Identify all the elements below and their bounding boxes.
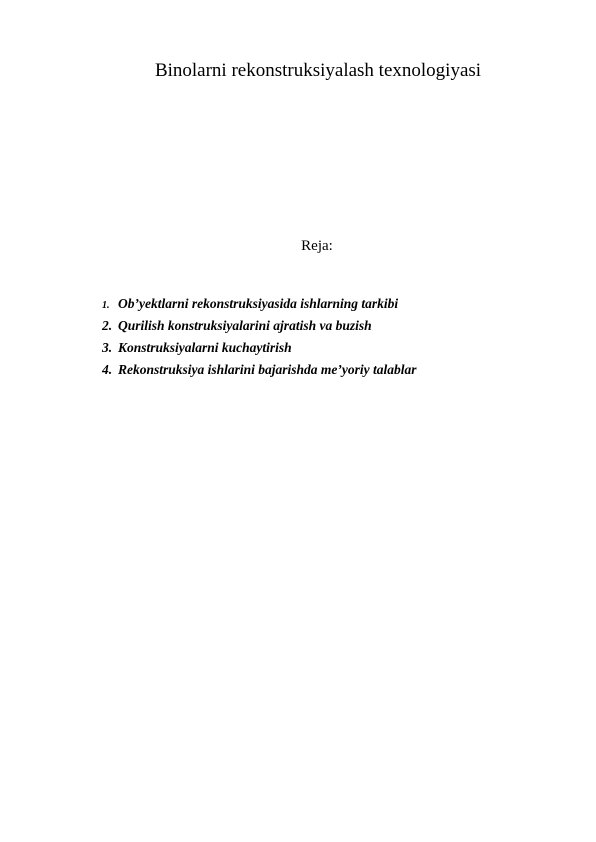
plan-item-text: Konstruksiyalarni kuchaytirish bbox=[118, 340, 292, 355]
plan-item-number: 2. bbox=[102, 318, 113, 333]
plan-item-number: 4. bbox=[102, 362, 113, 377]
plan-item bbox=[102, 362, 417, 384]
plan-item bbox=[102, 340, 417, 362]
plan-item-text: Qurilish konstruksiyalarini ajratish va buzish bbox=[118, 318, 372, 333]
document-title: Binolarni rekonstruksiyalash texnologiyasi bbox=[154, 60, 482, 81]
plan-item-text: Ob’yektlarni rekonstruksiyasida ishlarning tarkibi bbox=[118, 296, 399, 311]
plan-item bbox=[102, 318, 417, 340]
plan-list bbox=[102, 296, 417, 384]
plan-item-number: 3. bbox=[102, 340, 113, 355]
plan-item bbox=[102, 296, 417, 318]
plan-heading: Reja: bbox=[301, 238, 333, 254]
plan-item-number: 1. bbox=[102, 300, 110, 311]
plan-item-text: Rekonstruksiya ishlarini bajarishda me’yoriy talablar bbox=[118, 362, 417, 377]
